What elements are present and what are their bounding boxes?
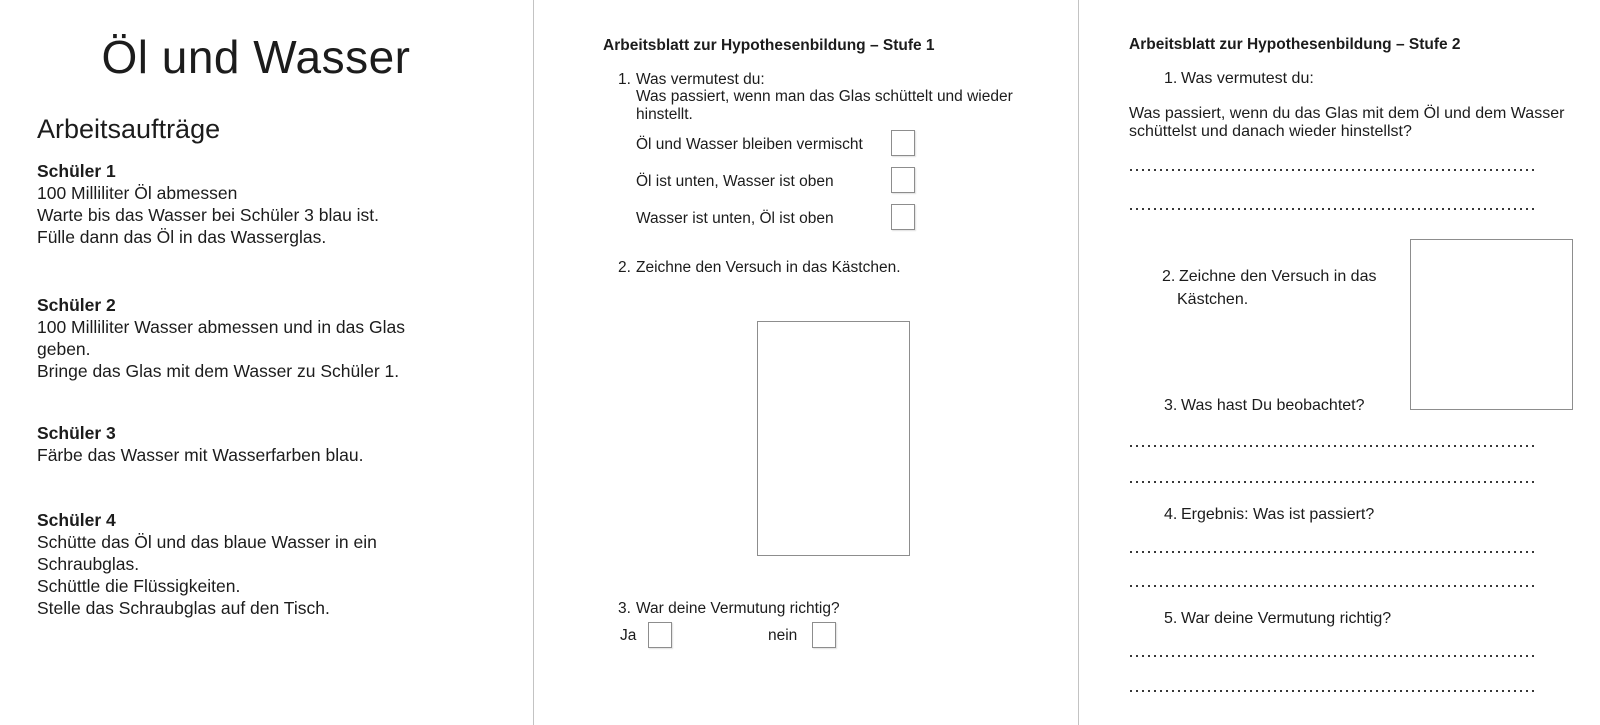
answer-line[interactable]	[1130, 481, 1538, 483]
option-checkbox-wasser-unten[interactable]	[891, 204, 915, 230]
subtitle-arbeitsauftraege: Arbeitsaufträge	[37, 114, 221, 144]
task-line: Fülle dann das Öl in das Wasserglas.	[37, 227, 327, 247]
worksheet2-question-1-body	[1129, 105, 1564, 140]
yes-label: Ja	[620, 627, 637, 644]
worksheet2-question-4	[1164, 506, 1374, 524]
question-number: 2.	[618, 259, 631, 276]
worksheet2-question-2-line2	[1177, 291, 1248, 309]
task-line: Schüttle die Flüssigkeiten.	[37, 576, 241, 596]
drawing-box-stufe2[interactable]	[1410, 239, 1573, 410]
worksheet1-question-1	[618, 71, 765, 89]
worksheet2-question-3	[1164, 397, 1365, 415]
question-label: Zeichne den Versuch in das Kästchen.	[636, 259, 901, 276]
option-label-vermischt: Öl und Wasser bleiben vermischt	[636, 136, 863, 153]
task-heading: Schüler 1	[37, 161, 116, 181]
answer-line[interactable]	[1130, 169, 1538, 171]
question-label: Was vermutest du:	[1181, 70, 1314, 87]
question-body-line: Was passiert, wenn man das Glas schüttelt und wieder	[636, 88, 1013, 105]
option-checkbox-vermischt[interactable]	[891, 130, 915, 156]
option-checkbox-oel-unten[interactable]	[891, 167, 915, 193]
question-label: Ergebnis: Was ist passiert?	[1181, 506, 1375, 523]
question-number: 5.	[1164, 610, 1178, 627]
page-title: Öl und Wasser	[101, 31, 411, 83]
task-schueler-3	[37, 422, 363, 466]
question-number: 2.	[1162, 268, 1176, 285]
question-label: Kästchen.	[1177, 291, 1249, 308]
answer-line[interactable]	[1130, 208, 1538, 210]
question-number: 1.	[1164, 70, 1178, 87]
task-line: Stelle das Schraubglas auf den Tisch.	[37, 598, 330, 618]
option-label-oel-unten: Öl ist unten, Wasser ist oben	[636, 173, 834, 190]
answer-line[interactable]	[1130, 690, 1538, 692]
drawing-box-stufe1[interactable]	[757, 321, 910, 556]
question-label: Was hast Du beobachtet?	[1181, 397, 1365, 414]
question-label: War deine Vermutung richtig?	[1181, 610, 1392, 627]
option-label-wasser-unten: Wasser ist unten, Öl ist oben	[636, 210, 834, 227]
task-schueler-2	[37, 294, 405, 382]
yes-checkbox[interactable]	[648, 622, 672, 648]
question-body-line: Was passiert, wenn du das Glas mit dem Öl und dem Wasser	[1129, 105, 1565, 122]
column-divider-right	[1078, 0, 1079, 725]
answer-line[interactable]	[1130, 585, 1538, 587]
question-number: 1.	[618, 71, 631, 88]
column-divider-left	[533, 0, 534, 725]
worksheet1-question-2	[618, 259, 901, 277]
question-body-line: schüttelst und danach wieder hinstellst?	[1129, 122, 1412, 140]
answer-line[interactable]	[1130, 655, 1538, 657]
task-heading: Schüler 3	[37, 423, 116, 443]
task-line: Bringe das Glas mit dem Wasser zu Schüler 1.	[37, 361, 400, 381]
worksheet2-question-1	[1164, 70, 1314, 88]
task-line: 100 Milliliter Wasser abmessen und in das Glas	[37, 317, 405, 337]
task-line: Schütte das Öl und das blaue Wasser in ein	[37, 532, 377, 552]
task-heading: Schüler 4	[37, 510, 116, 530]
worksheet1-question-1-body	[636, 88, 1013, 123]
question-body-line: hinstellt.	[636, 105, 693, 123]
task-line: Warte bis das Wasser bei Schüler 3 blau ist.	[37, 205, 380, 225]
task-schueler-4	[37, 509, 377, 619]
question-label: Zeichne den Versuch in das	[1179, 268, 1377, 285]
task-line: geben.	[37, 339, 91, 359]
worksheet1-question-3	[618, 600, 840, 618]
question-label: Was vermutest du:	[636, 71, 765, 88]
answer-line[interactable]	[1130, 445, 1538, 447]
no-checkbox[interactable]	[812, 622, 836, 648]
worksheet2-title: Arbeitsblatt zur Hypothesenbildung – Stufe 2	[1129, 36, 1461, 53]
question-number: 4.	[1164, 506, 1178, 523]
answer-line[interactable]	[1130, 551, 1538, 553]
question-number: 3.	[1164, 397, 1178, 414]
task-schueler-1	[37, 160, 379, 248]
task-line: Schraubglas.	[37, 554, 140, 574]
task-heading: Schüler 2	[37, 295, 116, 315]
worksheet1-title: Arbeitsblatt zur Hypothesenbildung – Stufe 1	[603, 37, 935, 54]
question-label: War deine Vermutung richtig?	[636, 600, 840, 617]
worksheet2-question-5	[1164, 610, 1391, 628]
no-label: nein	[768, 627, 798, 644]
worksheet2-question-2	[1162, 268, 1376, 286]
task-line: Färbe das Wasser mit Wasserfarben blau.	[37, 445, 364, 465]
task-line: 100 Milliliter Öl abmessen	[37, 183, 238, 203]
question-number: 3.	[618, 600, 631, 617]
